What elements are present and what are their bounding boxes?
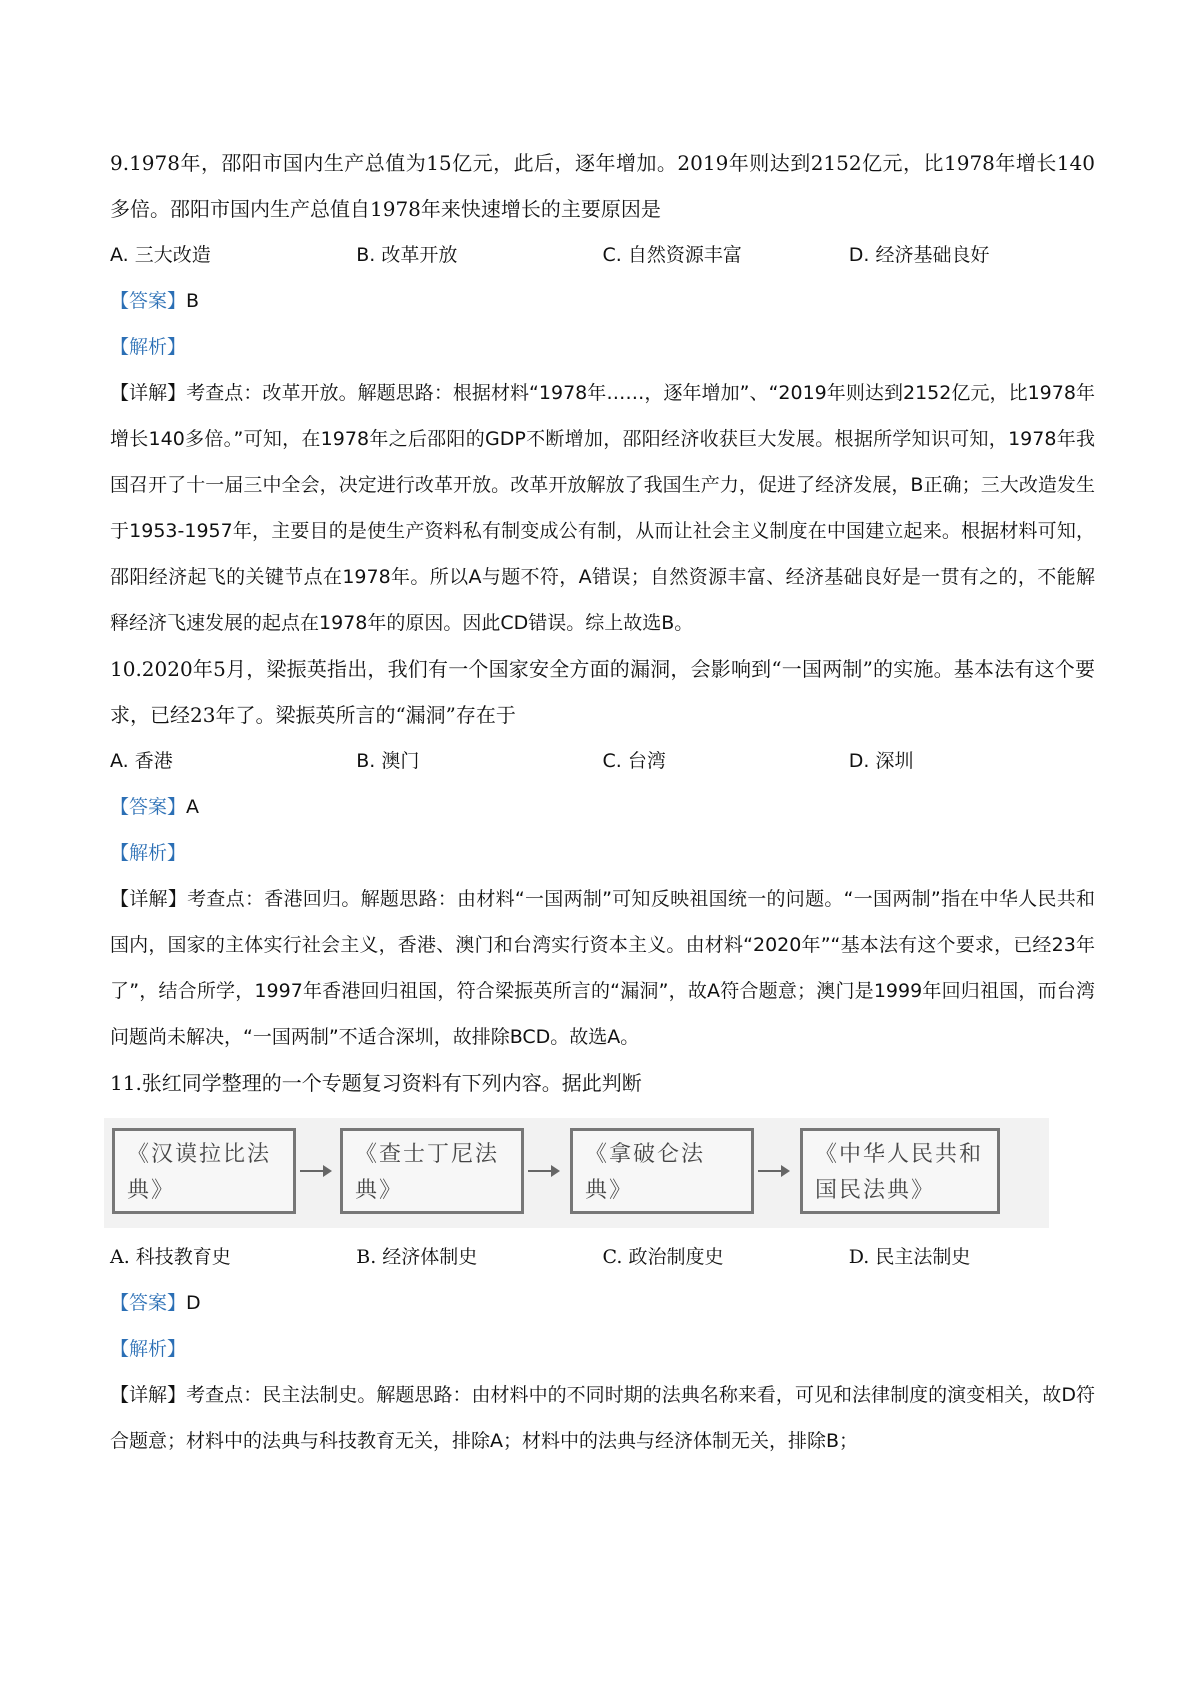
analysis-tag: 【解析】 — [110, 842, 187, 864]
answer-tag: 【答案】 — [110, 1292, 187, 1314]
answer-value: B — [186, 290, 200, 312]
question-11-text: 11.张红同学整理的一个专题复习资料有下列内容。据此判断 — [110, 1071, 642, 1095]
analysis-tag: 【解析】 — [110, 1338, 187, 1360]
flow-arrow-icon — [300, 1170, 330, 1172]
question-11-options — [110, 1234, 1095, 1280]
option-a: A. 香港 — [110, 750, 173, 772]
answer-tag: 【答案】 — [110, 796, 187, 818]
option-d: D. 深圳 — [848, 750, 914, 772]
question-9-analysis — [110, 324, 1095, 370]
flow-arrow-icon — [758, 1170, 788, 1172]
question-11-answer — [110, 1280, 1095, 1326]
detail-tag: 【详解】 — [110, 888, 188, 910]
option-a: A. 三大改造 — [110, 244, 211, 266]
question-10-options — [110, 738, 1095, 784]
detail-text: 考查点：民主法制史。解题思路：由材料中的不同时期的法典名称来看，可见和法律制度的演变相关，故D符合题意；材料中的法典与科技教育无关，排除A；材料中的法典与经济体制无关，排除B； — [110, 1384, 1095, 1452]
flow-box-napoleon: 《拿破仑法典》 — [570, 1128, 754, 1214]
option-d: D. 民主法制史 — [848, 1246, 971, 1268]
question-10-answer — [110, 784, 1095, 830]
flow-arrow-icon — [528, 1170, 558, 1172]
answer-tag: 【答案】 — [110, 290, 187, 312]
question-9-answer — [110, 278, 1095, 324]
law-code-flow-diagram — [104, 1118, 1049, 1228]
detail-text: 考查点：改革开放。解题思路：根据材料“1978年……，逐年增加”、“2019年则达到2152亿元，比1978年增长140多倍。”可知，在1978年之后邵阳的GDP不断增加，邵阳经济收获巨大发展。根据所学知识可知，1978年我国召开了十一届三中全会，决定进行改革开放。改革开放解放了我国生产力，促进了经济发展，B正确；三大改造发生于1953-1957年，主要目的是使生产资料私有制变成公有制，从而让社会主义制度在中国建立起来。根据材料可知，邵阳经济起飞的关键节点在1978年。所以A与题不符，A错误；自然资源丰富、经济基础良好是一贯有之的，不能解释经济飞速发展的起点在1978年的原因。因此CD错误。综上故选B。 — [110, 382, 1095, 634]
flow-box-hammurabi: 《汉谟拉比法典》 — [112, 1128, 296, 1214]
option-a: A. 科技教育史 — [110, 1246, 231, 1268]
answer-value: D — [186, 1292, 201, 1314]
question-10-analysis — [110, 830, 1095, 876]
option-c: C. 自然资源丰富 — [602, 244, 742, 266]
question-11-analysis — [110, 1326, 1095, 1372]
question-9-text: 9.1978年，邵阳市国内生产总值为15亿元，此后，逐年增加。2019年则达到2152亿元，比1978年增长140多倍。邵阳市国内生产总值自1978年来快速增长的主要原因是 — [110, 151, 1095, 221]
option-c: C. 台湾 — [602, 750, 666, 772]
question-10-detail — [110, 876, 1095, 1060]
answer-value: A — [186, 796, 200, 818]
detail-tag: 【详解】 — [110, 1384, 187, 1406]
option-c: C. 政治制度史 — [602, 1246, 724, 1268]
option-d: D. 经济基础良好 — [848, 244, 990, 266]
option-b: B. 澳门 — [356, 750, 420, 772]
question-11-detail — [110, 1372, 1095, 1464]
flow-box-justinian: 《查士丁尼法典》 — [340, 1128, 524, 1214]
detail-text: 考查点：香港回归。解题思路：由材料“一国两制”可知反映祖国统一的问题。“一国两制”指在中华人民共和国内，国家的主体实行社会主义，香港、澳门和台湾实行资本主义。由材料“2020年”“基本法有这个要求，已经23年了”，结合所学，1997年香港回归祖国，符合梁振英所言的“漏洞”，故A符合题意；澳门是1999年回归祖国，而台湾问题尚未解决，“一国两制”不适合深圳，故排除BCD。故选A。 — [110, 888, 1095, 1048]
detail-tag: 【详解】 — [110, 382, 187, 404]
document-page — [110, 140, 1095, 1464]
option-b: B. 改革开放 — [356, 244, 458, 266]
option-b: B. 经济体制史 — [356, 1246, 478, 1268]
question-9-detail — [110, 370, 1095, 646]
analysis-tag: 【解析】 — [110, 336, 187, 358]
question-9-options — [110, 232, 1095, 278]
flow-box-prc-civil-code: 《中华人民共和国民法典》 — [800, 1128, 1000, 1214]
question-10-text: 10.2020年5月，梁振英指出，我们有一个国家安全方面的漏洞，会影响到“一国两制”的实施。基本法有这个要求，已经23年了。梁振英所言的“漏洞”存在于 — [110, 657, 1095, 727]
